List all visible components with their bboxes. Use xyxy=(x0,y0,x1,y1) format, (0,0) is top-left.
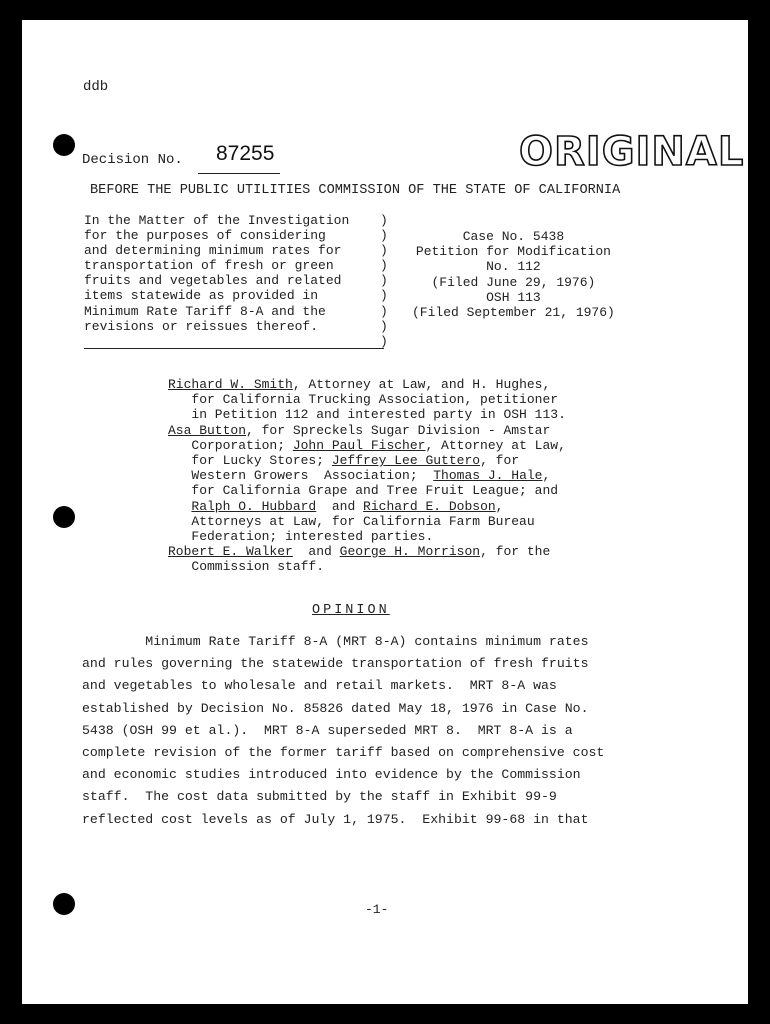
caption-bracket: ) ) ) ) ) ) ) ) ) xyxy=(380,213,388,349)
attorney-name: Richard E. Dobson xyxy=(363,498,496,514)
caption-line: Minimum Rate Tariff 8-A and the xyxy=(84,303,326,319)
body-line: established by Decision No. 85826 dated May 18, 1976 in Case No. xyxy=(82,700,589,716)
case-info-line: (Filed June 29, 1976) xyxy=(431,274,596,290)
case-info-line: (Filed September 21, 1976) xyxy=(412,305,615,321)
appearances: Richard W. Smith, Attorney at Law, and H. Hughes, for California Trucking Association, petitioner in Petition 112 and interested party in OSH 113. Asa Button, for Spreckels Sugar Division - Amstar Corporation; John Paul Fischer, Attorney at Law, for Lucky Stores; Jeffrey Lee Guttero, for Western Growers Association; Thomas J. Hale, for California Grape and Tree Fruit League; and Ralph O. Hubbard and Richard E. Dobson, Attorneys at Law, for California Farm Bureau Federation; interested parties. Robert E. Walker and George H. Morrison, for the Commission staff. xyxy=(168,377,566,575)
original-stamp: ORIGINAL xyxy=(519,129,745,175)
attorney-name: Asa Button xyxy=(168,422,247,438)
decision-label: Decision No. xyxy=(82,152,183,168)
typist-initials: ddb xyxy=(83,79,109,95)
decision-number-underline xyxy=(198,173,280,174)
body-line: staff. The cost data submitted by the staff in Exhibit 99-9 xyxy=(82,789,557,805)
commission-heading: BEFORE THE PUBLIC UTILITIES COMMISSION OF THE STATE OF CALIFORNIA xyxy=(90,183,621,198)
body-line: 5438 (OSH 99 et al.). MRT 8-A superseded MRT 8. MRT 8-A is a xyxy=(82,722,573,738)
caption-underline xyxy=(84,348,384,349)
attorney-name: Jeffrey Lee Guttero xyxy=(331,453,481,469)
attorney-name: Ralph O. Hubbard xyxy=(191,498,317,514)
attorney-name: John Paul Fischer xyxy=(292,437,426,453)
caption-line: revisions or reissues thereof. xyxy=(84,318,319,334)
binder-hole xyxy=(53,506,75,528)
case-caption xyxy=(84,213,349,334)
binder-hole xyxy=(53,134,75,156)
caption-line: transportation of fresh or green xyxy=(84,258,334,274)
attorney-name: Richard W. Smith xyxy=(168,377,293,392)
body-line: and economic studies introduced into evidence by the Commission xyxy=(82,767,581,783)
case-info-line: Case No. 5438 xyxy=(462,229,565,244)
body-line: reflected cost levels as of July 1, 1975. Exhibit 99-68 in that xyxy=(82,811,589,827)
case-info-line: Petition for Modification xyxy=(415,244,611,260)
caption-line: fruits and vegetables and related xyxy=(84,273,342,289)
decision-number: 87255 xyxy=(216,142,275,165)
attorney-name: George H. Morrison xyxy=(339,544,481,560)
attorney-name: Thomas J. Hale xyxy=(433,468,543,484)
case-info-line: OSH 113 xyxy=(486,289,541,305)
body-line: and rules governing the statewide transportation of fresh fruits xyxy=(82,656,589,672)
opinion-heading: OPINION xyxy=(312,603,390,618)
caption-line: In the Matter of the Investigation xyxy=(84,213,350,228)
case-info xyxy=(412,229,615,320)
attorney-name: Robert E. Walker xyxy=(168,544,293,560)
document-page xyxy=(22,20,748,1004)
caption-line: and determining minimum rates for xyxy=(84,243,342,259)
binder-hole xyxy=(53,893,75,915)
page-number: -1- xyxy=(365,902,389,917)
caption-line: for the purposes of considering xyxy=(84,228,326,244)
case-info-line: No. 112 xyxy=(486,259,541,275)
caption-line: items statewide as provided in xyxy=(84,288,319,304)
body-line: and vegetables to wholesale and retail markets. MRT 8-A was xyxy=(82,678,557,694)
opinion-body xyxy=(82,631,604,831)
body-line: complete revision of the former tariff based on comprehensive cost xyxy=(82,745,605,761)
body-line: Minimum Rate Tariff 8-A (MRT 8-A) contains minimum rates xyxy=(82,634,589,649)
